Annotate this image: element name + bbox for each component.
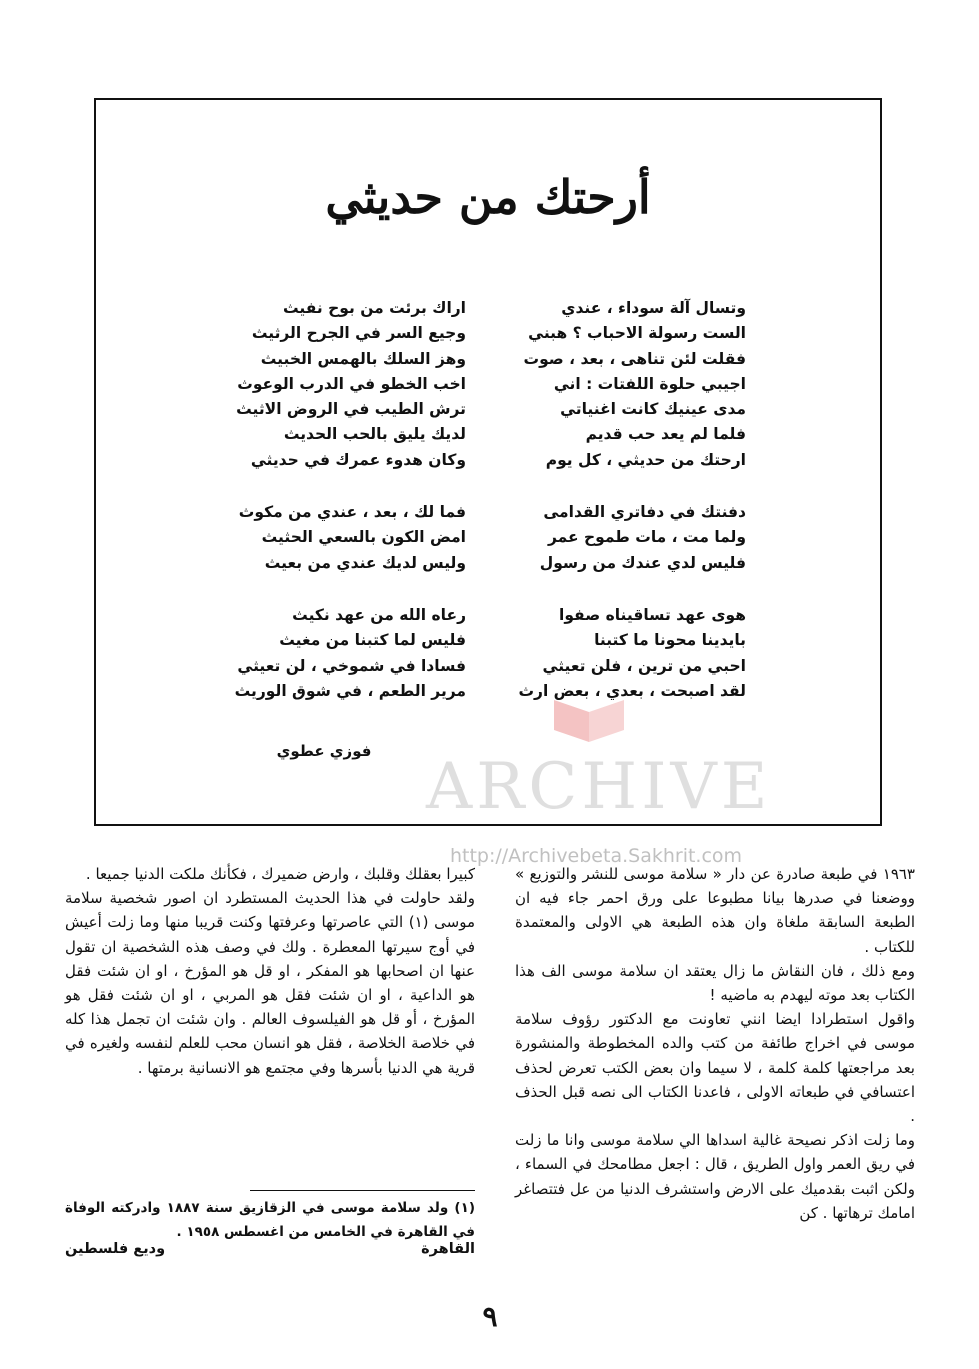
poem-line: اخب الخطو في الدرب الوعوث bbox=[237, 374, 466, 393]
article-paragraph: كبيرا بعقلك وقلبك ، وارض ضميرك ، فكأنك ملكت الدنيا جميعا . bbox=[85, 865, 475, 883]
poem-line: الست رسولة الاحباب ؟ هبني bbox=[528, 324, 746, 343]
article-paragraph: ١٩٦٣ في طبعة صادرة عن دار « سلامة موسى للنشر والتوزيع » ووضعنا في صدرها بيانا مطبوعا على ورق احمر جاء فيه ان الطبعة السابقة ملغاة وان هذه الطبعة هي الاولى والمعتمدة للكتاب . bbox=[515, 865, 915, 956]
poem-author: فوزي عطوي bbox=[276, 742, 372, 760]
poem-line: وليس لديك عندي من بعيث bbox=[264, 553, 466, 572]
poem-line: رعاه الله من عهد نكيث bbox=[292, 605, 466, 624]
archive-watermark: ARCHIVE bbox=[426, 750, 772, 824]
article-paragraph: ومع ذلك ، فان النقاش ما زال يعتقد ان سلامة موسى الف هذا الكتاب بعد موته ليهدم به ماضيه ! bbox=[515, 961, 915, 1005]
poem-line: لديك يليق بالحب الحديث bbox=[283, 425, 466, 444]
article-paragraph: واقول استطرادا ايضا انني تعاونت مع الدكتور رؤوف سلامة موسى في اخراج طائفة من كتب والده المخطوطة والمنشورة بعد مراجعتها كلمة كلمة ، لا سيما وان بعض الكتب تعرض لحذف اعتسافي في طبعاته الاولى ، فاعدنا الكتاب الى نصه قبل الحذف . bbox=[515, 1010, 915, 1126]
poem-line: دفنتك في دفاتري القدامى bbox=[543, 503, 746, 522]
poem-line: فليس لدي عندك من رسول bbox=[539, 553, 746, 572]
stanza-right-2 bbox=[516, 500, 746, 576]
poem-line: فليس لما كتبنا من مغيث bbox=[279, 631, 466, 650]
poem-right-column bbox=[516, 296, 746, 704]
poem-line: وتسال آلة سوداء ، عندي bbox=[561, 299, 746, 317]
footnote: (١) ولد سلامة موسى في الزقازيق سنة ١٨٨٧ وادركته الوفاة في القاهرة في الخامس من اغسطس ١٩٥٨ . bbox=[65, 1200, 475, 1240]
signoff-place: القاهرة bbox=[421, 1241, 475, 1257]
archive-watermark-url: http://Archivebeta.Sakhrit.com bbox=[449, 845, 743, 867]
poem-line: وهز السلك بالهمس الخبيث bbox=[260, 349, 466, 368]
author-signature: وديع فلسطين bbox=[65, 1241, 166, 1257]
poem-line: اجيبي حلوة اللفتات : اني bbox=[553, 374, 746, 393]
poem-line: فلما لم يعد حب قديم bbox=[585, 425, 746, 444]
poem-line: بايدينا محونا ما كتبنا bbox=[594, 631, 746, 650]
article-left-column bbox=[65, 862, 475, 1080]
poem-line: فسادا في شموخي ، لن تعيثي bbox=[237, 656, 466, 675]
poem-line: اراك برئت من بوح نفيث bbox=[283, 299, 466, 317]
stanza-left-2 bbox=[231, 500, 466, 576]
poem-line: هوى عهد تساقيناه صفوا bbox=[559, 605, 746, 624]
signoff bbox=[65, 1241, 475, 1257]
poem-line: فما لك ، بعد ، عندي من مكوث bbox=[238, 503, 466, 522]
poem-line: مدى عينيك كانت اغنياتي bbox=[560, 400, 746, 419]
poem-line: لقد اصبحت ، بعدي ، بعض ارث bbox=[518, 681, 746, 700]
stanza-right-3 bbox=[516, 603, 746, 704]
article-paragraph: وما زلت اذكر نصيحة غالية اسداها الي سلامة موسى وانا ما زلت في ريق العمر واول الطريق ، قال : اجعل مطامحك في السماء ، ولكن اثبت بقدميك على الارض واستشرف الدنيا من عل فتتصاغر امامك ترهاتها . كن bbox=[515, 1131, 915, 1222]
poem-line: امض الكون بالسعي الحثيث bbox=[261, 528, 466, 547]
poem-line: فقلت لئن تناهى ، بعد ، صوت bbox=[523, 349, 746, 368]
poem-frame bbox=[94, 98, 882, 867]
footnote-divider bbox=[250, 1190, 475, 1191]
page-number: ٩ bbox=[482, 1300, 498, 1333]
article-right-column bbox=[515, 862, 915, 1225]
article-paragraph: ولقد حاولت في هذا الحديث المستطرد ان اصور شخصية سلامة موسى (١) التي عاصرتها وعرفتها وكنت قريبا منها وما زلت أعيش في أوج سيرتها المعطرة . ولك في وصف هذه الشخصية ان تقول عنها ان اصحابها هو المفكر ، او قل هو المؤرخ ، او ان شئت فقل هو الداعية ، او ان شئت فقل هو المربي ، او ان شئت فقل هو المؤرخ ، أو قل هو الفيلسوف العالم . وان شئت ان تجمل هذا كله في خلاصة الخلاصة ، فقل هو انسان محب للعلم لنفسه ولغيره في قرية هي الدنيا بأسرها وفي مجتمع هو الانسانية برمتها . bbox=[65, 889, 475, 1077]
poem-title: أرحتك من حديثي bbox=[325, 170, 651, 224]
poem-line: وجيع السر في الجرح الرثيث bbox=[251, 324, 466, 343]
poem-line: مرير الطعم ، في شوق الوريث bbox=[234, 681, 466, 700]
poem-line: ولما مت ، مات طموح عمر bbox=[547, 528, 746, 547]
poem-left-column bbox=[231, 296, 466, 704]
stanza-right-1 bbox=[516, 296, 746, 473]
stanza-left-3 bbox=[231, 603, 466, 704]
poem-line: احبي من ترين ، فلن تعيثي bbox=[542, 656, 746, 675]
stanza-left-1 bbox=[231, 296, 466, 473]
poem-line: ترش الطيب في الروض الاثيث bbox=[236, 400, 466, 419]
poem-line: ارحتك من حديثي ، كل يوم bbox=[545, 450, 746, 469]
poem-line: وكان هدوء عمرك في حديثي bbox=[250, 450, 466, 469]
